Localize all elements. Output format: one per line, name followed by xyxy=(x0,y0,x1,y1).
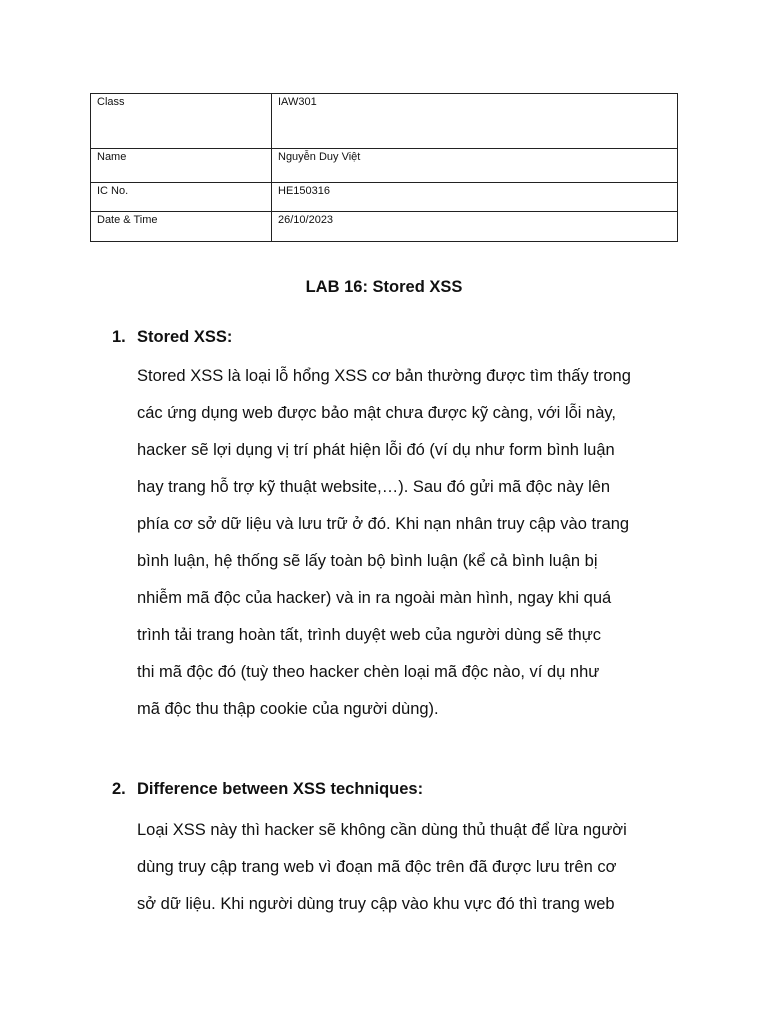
info-table xyxy=(90,93,678,242)
paragraph-line: Loại XSS này thì hacker sẽ không cần dùng thủ thuật để lừa người xyxy=(137,821,627,839)
paragraph-line: phía cơ sở dữ liệu và lưu trữ ở đó. Khi nạn nhân truy cập vào trang xyxy=(137,515,630,533)
date-time-label: Date & Time xyxy=(91,212,272,242)
paragraph-line: bình luận, hệ thống sẽ lấy toàn bộ bình luận (kể cả bình luận bị xyxy=(137,552,598,570)
section-2-title: Difference between XSS techniques: xyxy=(137,780,424,798)
section-2-heading xyxy=(112,780,423,799)
paragraph-line: Stored XSS là loại lỗ hổng XSS cơ bản thường được tìm thấy trong xyxy=(137,367,631,385)
ic-no-value: HE150316 xyxy=(272,183,678,212)
name-value: Nguyễn Duy Việt xyxy=(272,149,678,183)
paragraph-line: hay trang hỗ trợ kỹ thuật website,…). Sau đó gửi mã độc này lên xyxy=(137,478,611,496)
name-label: Name xyxy=(91,149,272,183)
section-1-title: Stored XSS: xyxy=(137,328,233,346)
date-time-value: 26/10/2023 xyxy=(272,212,678,242)
paragraph-line: trình tải trang hoàn tất, trình duyệt web của người dùng sẽ thực xyxy=(137,626,602,644)
lab-title: LAB 16: Stored XSS xyxy=(305,278,463,296)
section-1-body xyxy=(137,365,697,735)
paragraph-line: các ứng dụng web được bảo mật chưa được kỹ càng, với lỗi này, xyxy=(137,404,616,422)
paragraph-line: nhiễm mã độc của hacker) và in ra ngoài màn hình, ngay khi quá xyxy=(137,589,612,607)
table-row xyxy=(91,212,678,242)
section-1-number: 1. xyxy=(112,328,126,346)
ic-no-label: IC No. xyxy=(91,183,272,212)
class-value: IAW301 xyxy=(272,94,678,149)
section-2-body xyxy=(137,819,697,930)
paragraph-line: thi mã độc đó (tuỳ theo hacker chèn loại mã độc nào, ví dụ như xyxy=(137,663,600,681)
paragraph-line: sở dữ liệu. Khi người dùng truy cập vào khu vực đó thì trang web xyxy=(137,895,615,913)
section-1-heading xyxy=(112,328,232,347)
section-2-number: 2. xyxy=(112,780,126,798)
table-row xyxy=(91,94,678,149)
paragraph-line: hacker sẽ lợi dụng vị trí phát hiện lỗi đó (ví dụ như form bình luận xyxy=(137,441,615,459)
paragraph-line: dùng truy cập trang web vì đoạn mã độc trên đã được lưu trên cơ xyxy=(137,858,617,876)
paragraph-line: mã độc thu thập cookie của người dùng). xyxy=(137,700,439,718)
table-row xyxy=(91,183,678,212)
table-row xyxy=(91,149,678,183)
class-label: Class xyxy=(91,94,272,149)
